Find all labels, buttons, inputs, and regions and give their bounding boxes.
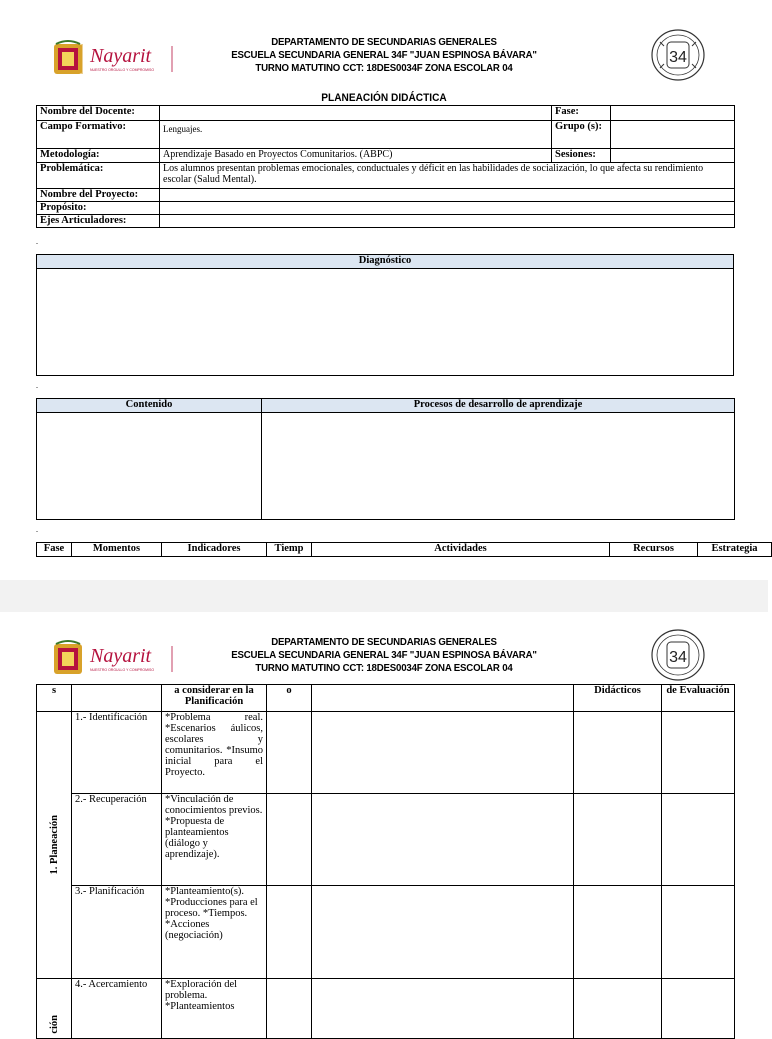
svg-text:Nayarit: Nayarit xyxy=(90,645,152,667)
col-tiempo: Tiemp xyxy=(267,543,312,557)
school-name-line: ESCUELA SECUNDARIA GENERAL 34F "JUAN ESPINOSA BÁVARA" xyxy=(231,49,537,61)
moment-name: 3.- Planificación xyxy=(72,886,162,979)
col-estrategia-cont: de Evaluación xyxy=(662,685,735,712)
col-estrategia: Estrategia xyxy=(698,543,772,557)
nayarit-logo-icon xyxy=(52,638,182,678)
moment-indicators: *Exploración del problema. *Planteamientos xyxy=(162,979,267,1039)
contenido-header: Contenido xyxy=(37,399,262,413)
proposito-field[interactable] xyxy=(160,202,735,215)
separator-dot: . xyxy=(36,237,38,246)
diagnostico-field[interactable] xyxy=(37,269,734,376)
col-actividades: Actividades xyxy=(312,543,610,557)
col-momentos: Momentos xyxy=(72,543,162,557)
moment-name: 2.- Recuperación xyxy=(72,794,162,886)
col-indicadores-cont: a considerar en la Planificación xyxy=(162,685,267,712)
col-actividades-cont xyxy=(312,685,574,712)
general-info-table xyxy=(36,105,735,228)
table-row xyxy=(37,979,735,1039)
ejes-label: Ejes Articuladores: xyxy=(37,215,160,228)
svg-text:Nayarit: Nayarit xyxy=(90,45,152,67)
activities-field[interactable] xyxy=(312,979,574,1039)
ejes-field[interactable] xyxy=(160,215,735,228)
diagnostico-table xyxy=(36,254,734,376)
phase-cell xyxy=(37,979,72,1039)
school-header-text xyxy=(215,636,554,675)
time-field[interactable] xyxy=(267,886,312,979)
activities-field[interactable] xyxy=(312,712,574,794)
document-title: PLANEACIÓN DIDÁCTICA xyxy=(321,92,447,104)
phase-label: 1. Planeación xyxy=(48,815,60,875)
time-field[interactable] xyxy=(267,979,312,1039)
col-momentos-cont xyxy=(72,685,162,712)
time-field[interactable] xyxy=(267,712,312,794)
col-tiempo-cont: o xyxy=(267,685,312,712)
svg-text:NUESTRO ORGULLO Y COMPROMISO: NUESTRO ORGULLO Y COMPROMISO xyxy=(90,668,155,672)
department-line: DEPARTAMENTO DE SECUNDARIAS GENERALES xyxy=(271,36,497,48)
resources-field[interactable] xyxy=(574,794,662,886)
campo-label: Campo Formativo: xyxy=(37,121,160,149)
sesiones-field[interactable] xyxy=(611,149,735,163)
proyecto-field[interactable] xyxy=(160,189,735,202)
docente-field[interactable] xyxy=(160,106,552,121)
problematica-label: Problemática: xyxy=(37,163,160,189)
resources-field[interactable] xyxy=(574,886,662,979)
school-name-line: ESCUELA SECUNDARIA GENERAL 34F "JUAN ESPINOSA BÁVARA" xyxy=(231,649,537,661)
moment-indicators: *Problema real. *Escenarios áulicos, escolares y comunitarios. *Insumo inicial para el Proyecto. xyxy=(162,712,267,794)
strategy-field[interactable] xyxy=(662,979,735,1039)
department-line: DEPARTAMENTO DE SECUNDARIAS GENERALES xyxy=(271,636,497,648)
moment-name: 4.- Acercamiento xyxy=(72,979,162,1039)
resources-field[interactable] xyxy=(574,712,662,794)
document-page-2 xyxy=(0,612,768,1034)
phase-cell xyxy=(37,712,72,979)
diagnostico-header: Diagnóstico xyxy=(37,255,734,269)
contenido-field[interactable] xyxy=(37,413,262,520)
activities-field[interactable] xyxy=(312,886,574,979)
strategy-field[interactable] xyxy=(662,794,735,886)
document-header xyxy=(0,600,768,680)
fase-label: Fase: xyxy=(552,106,611,121)
plan-header-table xyxy=(36,542,772,557)
moment-indicators: *Vinculación de conocimientos previos. *Propuesta de planteamientos (diálogo y aprendizaje). xyxy=(162,794,267,886)
resources-field[interactable] xyxy=(574,979,662,1039)
metodologia-label: Metodología: xyxy=(37,149,160,163)
svg-text:34: 34 xyxy=(669,49,687,66)
separator-dot: . xyxy=(36,525,38,534)
svg-text:NUESTRO ORGULLO Y COMPROMISO: NUESTRO ORGULLO Y COMPROMISO xyxy=(90,68,155,72)
separator-dot: . xyxy=(36,381,38,390)
moment-name: 1.- Identificación xyxy=(72,712,162,794)
plan-table xyxy=(36,684,735,1039)
table-row xyxy=(37,794,735,886)
phase-label: ción xyxy=(48,1015,60,1034)
strategy-field[interactable] xyxy=(662,712,735,794)
school-seal-icon xyxy=(650,628,706,682)
time-field[interactable] xyxy=(267,794,312,886)
grupo-field[interactable] xyxy=(611,121,735,149)
shift-line: TURNO MATUTINO CCT: 18DES0034F ZONA ESCOLAR 04 xyxy=(255,662,513,674)
procesos-field[interactable] xyxy=(262,413,735,520)
col-fase: Fase xyxy=(37,543,72,557)
contenido-table xyxy=(36,398,735,520)
school-seal-icon xyxy=(650,28,706,82)
fase-field[interactable] xyxy=(611,106,735,121)
moment-indicators: *Planteamiento(s). *Producciones para el proceso. *Tiempos. *Acciones (negociación) xyxy=(162,886,267,979)
problematica-field[interactable]: Los alumnos presentan problemas emocionales, conductuales y déficit en las habilidades de socialización, lo que afecta su rendimiento escolar (Salud Mental). xyxy=(160,163,735,189)
sesiones-label: Sesiones: xyxy=(552,149,611,163)
table-row xyxy=(37,712,735,794)
school-header-text xyxy=(215,36,554,75)
col-fase-cont: s xyxy=(37,685,72,712)
col-indicadores: Indicadores xyxy=(162,543,267,557)
document-header xyxy=(0,0,768,80)
proposito-label: Propósito: xyxy=(37,202,160,215)
proyecto-label: Nombre del Proyecto: xyxy=(37,189,160,202)
docente-label: Nombre del Docente: xyxy=(37,106,160,121)
svg-text:34: 34 xyxy=(669,649,687,666)
nayarit-logo-icon xyxy=(52,38,182,78)
metodologia-field[interactable]: Aprendizaje Basado en Proyectos Comunitarios. (ABPC) xyxy=(160,149,552,163)
strategy-field[interactable] xyxy=(662,886,735,979)
col-recursos: Recursos xyxy=(610,543,698,557)
grupo-label: Grupo (s): xyxy=(552,121,611,149)
campo-field[interactable]: Lenguajes. xyxy=(160,121,552,149)
activities-field[interactable] xyxy=(312,794,574,886)
shift-line: TURNO MATUTINO CCT: 18DES0034F ZONA ESCOLAR 04 xyxy=(255,62,513,74)
col-recursos-cont: Didácticos xyxy=(574,685,662,712)
procesos-header: Procesos de desarrollo de aprendizaje xyxy=(262,399,735,413)
table-row xyxy=(37,886,735,979)
